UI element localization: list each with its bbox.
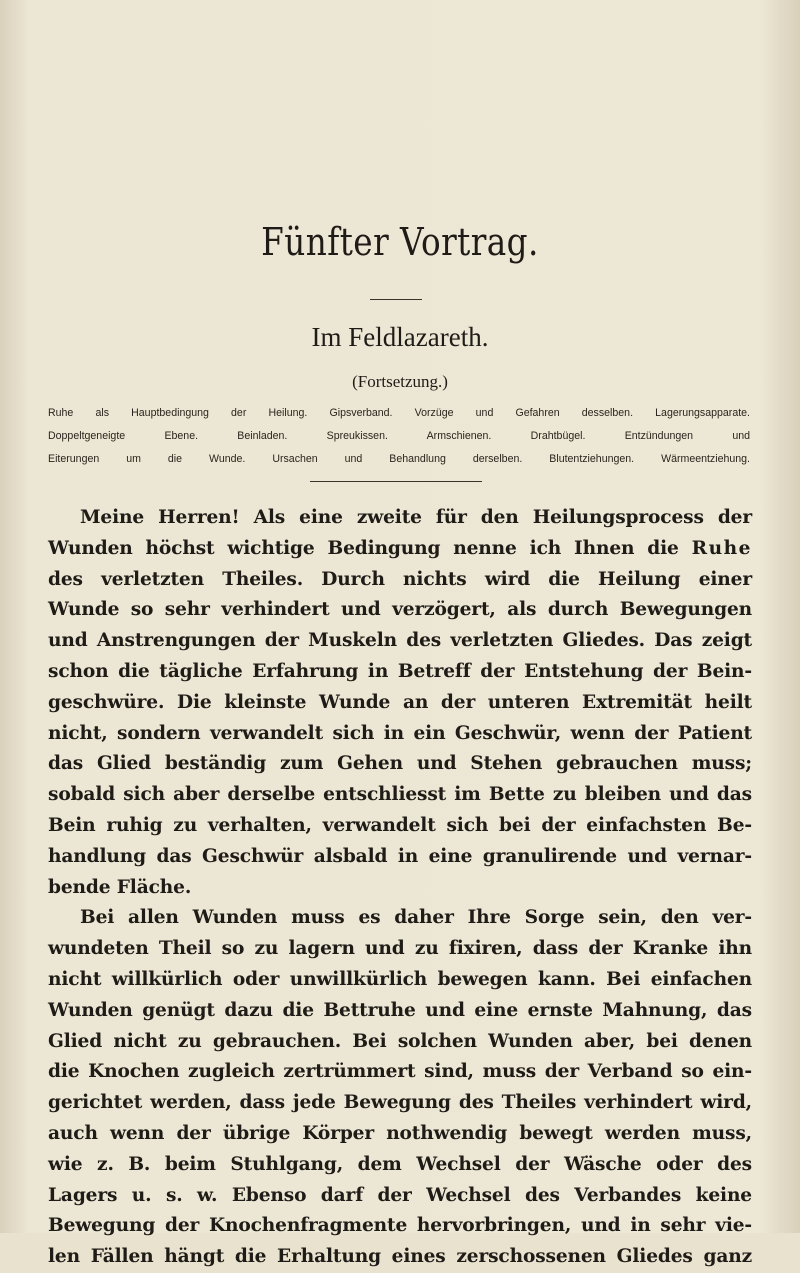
text-line: Wunden genügt dazu die Bettruhe und eine ernste Mahnung, das xyxy=(48,999,752,1021)
text-line: Bein ruhig zu verhalten, verwandelt sich bei der einfachsten Be- xyxy=(48,814,752,836)
text-line: wie z. B. beim Stuhlgang, dem Wechsel der Wäsche oder des xyxy=(48,1153,752,1175)
chapter-summary xyxy=(48,402,750,471)
text-line: auch wenn der übrige Körper nothwendig bewegt werden muss, xyxy=(48,1122,752,1144)
summary-divider xyxy=(310,481,482,482)
text-line: Bei allen Wunden muss es daher Ihre Sorge sein, den ver- xyxy=(80,907,752,929)
text-line: Glied nicht zu gebrauchen. Bei solchen Wunden aber, bei denen xyxy=(48,1030,752,1052)
summary-line: Eiterungen um die Wunde. Ursachen und Behandlung derselben. Blutentziehungen. Wärmeentziehung. xyxy=(48,453,750,465)
text-line: nicht willkürlich oder unwillkürlich bewegen kann. Bei einfachen xyxy=(48,968,752,990)
continuation-note: (Fortsetzung.) xyxy=(352,372,448,391)
text-line: wundeten Theil so zu lagern und zu fixiren, dass der Kranke ihn xyxy=(48,938,752,960)
text-line: geschwüre. Die kleinste Wunde an der unteren Extremität heilt xyxy=(48,691,752,713)
text-line: handlung das Geschwür alsbald in eine granulirende und vernar- xyxy=(48,845,752,867)
text-line: Bewegung der Knochenfragmente hervorbringen, und in sehr vie- xyxy=(48,1215,752,1237)
emphasis-word: Ruhe xyxy=(691,537,752,559)
text-line: bende Fläche. xyxy=(48,876,192,898)
text-line: Wunde so sehr verhindert und verzögert, als durch Bewegungen xyxy=(48,599,752,621)
text-line: gerichtet werden, dass jede Bewegung des Theiles verhindert wird, xyxy=(48,1092,752,1114)
text-line: des verletzten Theiles. Durch nichts wird die Heilung einer xyxy=(48,568,752,590)
text-line: Meine Herren! Als eine zweite für den Heilungsprocess der xyxy=(80,507,752,528)
text-line: und Anstrengungen der Muskeln des verletzten Gliedes. Das zeigt xyxy=(48,630,752,652)
body-text xyxy=(48,503,752,1273)
text-line: nicht, sondern verwandelt sich in ein Geschwür, wenn der Patient xyxy=(48,722,752,744)
section-title: Im Feldlazareth. xyxy=(311,322,489,352)
text-line: das Glied beständig zum Gehen und Stehen gebrauchen muss; xyxy=(48,753,752,775)
text-line: len Fällen hängt die Erhaltung eines zerschossenen Gliedes ganz xyxy=(48,1246,752,1268)
title-divider xyxy=(370,299,422,300)
summary-line: Ruhe als Hauptbedingung der Heilung. Gipsverband. Vorzüge und Gefahren desselben. Lagerungsapparate. xyxy=(48,407,750,419)
text-line: Wunden höchst wichtige Bedingung nenne ich Ihnen die Ruhe xyxy=(48,537,752,559)
text-line: schon die tägliche Erfahrung in Betreff der Entstehung der Bein- xyxy=(48,660,752,682)
summary-line: Doppeltgeneigte Ebene. Beinladen. Spreukissen. Armschienen. Drahtbügel. Entzündungen und xyxy=(48,430,750,442)
text-line: die Knochen zugleich zertrümmert sind, muss der Verband so ein- xyxy=(48,1061,752,1083)
text-line: Lagers u. s. w. Ebenso darf der Wechsel des Verbandes keine xyxy=(48,1184,752,1206)
text-line: sobald sich aber derselbe entschliesst im Bette zu bleiben und das xyxy=(48,784,752,806)
chapter-title: Fünfter Vortrag. xyxy=(261,220,539,264)
